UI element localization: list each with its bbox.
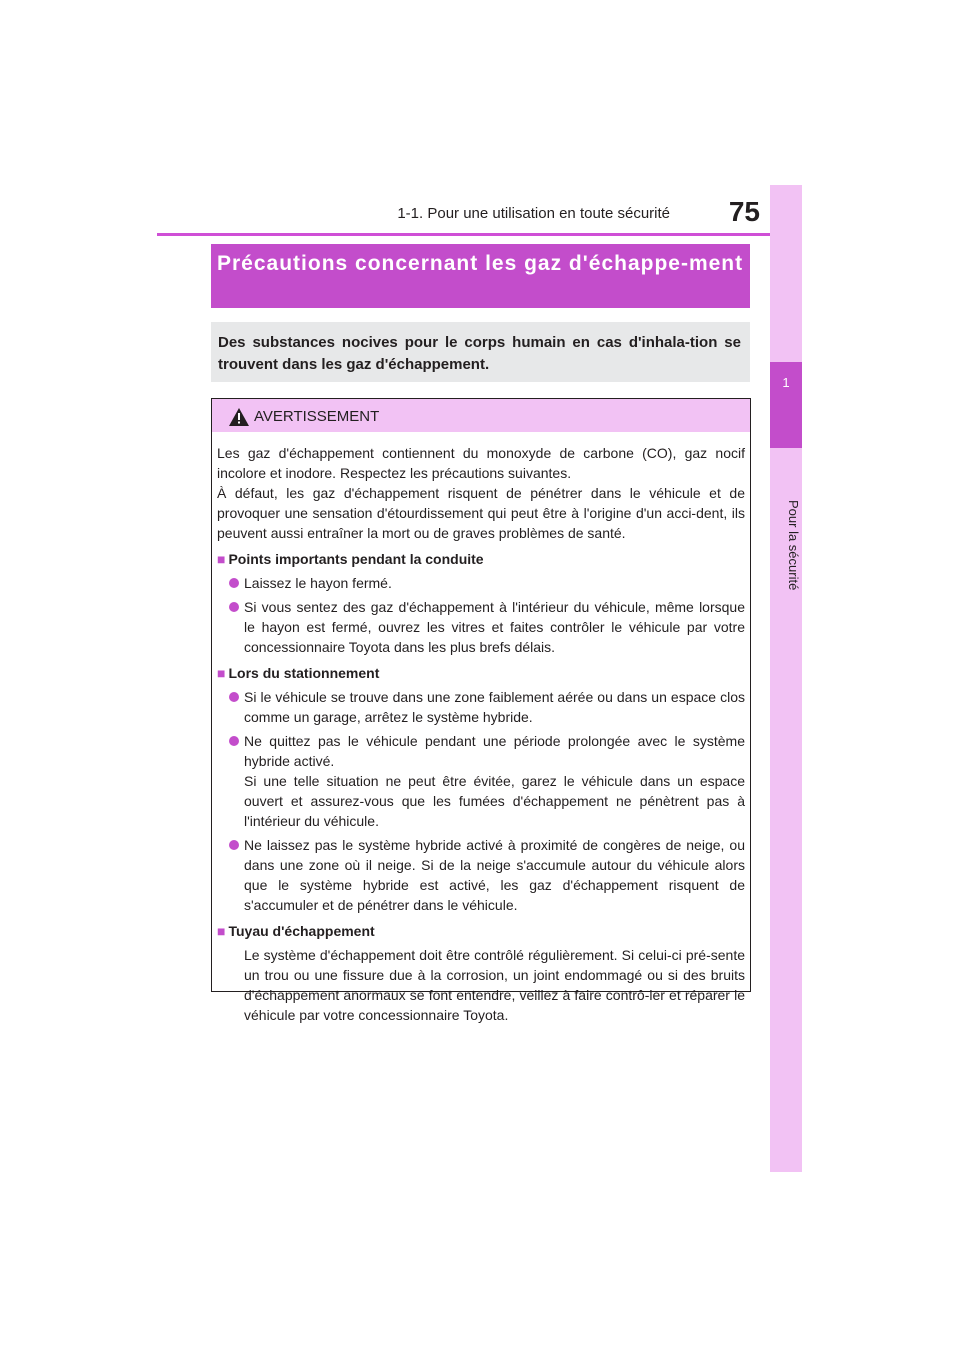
square-bullet-icon: ■: [217, 551, 226, 567]
round-bullet-icon: [229, 578, 239, 588]
section-title: Précautions concernant les gaz d'échappe-ment: [217, 252, 744, 275]
list-item-text: Si vous sentez des gaz d'échappement à l'intérieur du véhicule, même lorsque le hayon est fermé, ouvrez les vitres et faites contrôler le véhicule par votre concessionnaire Toyota dans les plus brefs délais.: [244, 599, 745, 655]
list-item: [217, 687, 745, 727]
round-bullet-icon: [229, 692, 239, 702]
round-bullet-icon: [229, 840, 239, 850]
header-rule: [157, 233, 802, 236]
page-number: 75: [728, 196, 760, 227]
list-item-text: Ne quittez pas le véhicule pendant une période prolongée avec le système hybride activé.: [244, 733, 745, 769]
warning-header: [212, 399, 750, 432]
intro-text: Des substances nocives pour le corps humain en cas d'inhala-tion se trouvent dans les gaz d'échappement.: [218, 334, 741, 373]
section-paragraph: Le système d'échappement doit être contrôlé régulièrement. Si celui-ci pré-sente un trou ou une fissure due à la corrosion, un joint endommagé ou si des bruits d'échappement anormaux se font entendre, veillez à faire contrô-ler et réparer le véhicule par votre concessionnaire Toyota.: [244, 947, 745, 1023]
warning-label: AVERTISSEMENT: [254, 408, 380, 425]
list-item: [217, 835, 745, 915]
list-item-text: Si le véhicule se trouve dans une zone faiblement aérée ou dans un espace clos comme un garage, arrêtez le système hybride.: [244, 689, 745, 725]
square-bullet-icon: ■: [217, 665, 226, 681]
square-bullet-icon: ■: [217, 923, 226, 939]
warning-intro-line: Les gaz d'échappement contiennent du monoxyde de carbone (CO), gaz nocif incolore et inodore. Respectez les précautions suivantes.: [217, 445, 745, 481]
list-item-text: Ne laissez pas le système hybride activé à proximité de congères de neige, ou dans une zone où il neige. Si de la neige s'accumule autour du véhicule alors que le système hybride est activé, les gaz d'échappement risquent de s'accumuler et de pénétrer dans le véhicule.: [244, 837, 745, 913]
section-heading: [217, 547, 745, 569]
list-item-text: Laissez le hayon fermé.: [244, 575, 392, 591]
chapter-number: 1: [782, 375, 790, 390]
chapter-title: Pour la sécurité: [786, 500, 801, 591]
warning-box: [211, 398, 751, 1023]
section-heading-text: Lors du stationnement: [228, 665, 380, 681]
list-item-continuation: Si une telle situation ne peut être évitée, garez le véhicule dans un espace ouvert et assurez-vous que les fumées d'échappement ne pénètrent pas à l'intérieur du véhicule.: [244, 773, 745, 829]
list-item: [217, 731, 745, 831]
section-heading: [217, 661, 745, 683]
list-item: [217, 597, 745, 657]
warning-intro-line: À défaut, les gaz d'échappement risquent de pénétrer dans le véhicule et de provoquer une sensation d'étourdissement qui peut être à l'origine d'un acci-dent, ils peuvent aussi entraîner la mort ou de graves problèmes de santé.: [217, 485, 745, 541]
section-heading: [217, 919, 745, 941]
list-item: [217, 573, 745, 593]
running-header: 1-1. Pour une utilisation en toute sécurité: [397, 205, 670, 222]
round-bullet-icon: [229, 736, 239, 746]
warning-content: [217, 443, 745, 1025]
section-heading-text: Tuyau d'échappement: [228, 923, 375, 939]
chapter-side-tab: [770, 185, 802, 1172]
warning-triangle-icon: [229, 408, 249, 426]
round-bullet-icon: [229, 602, 239, 612]
intro-box: [211, 322, 750, 382]
section-title-box: [211, 244, 750, 308]
section-heading-text: Points importants pendant la conduite: [228, 551, 484, 567]
